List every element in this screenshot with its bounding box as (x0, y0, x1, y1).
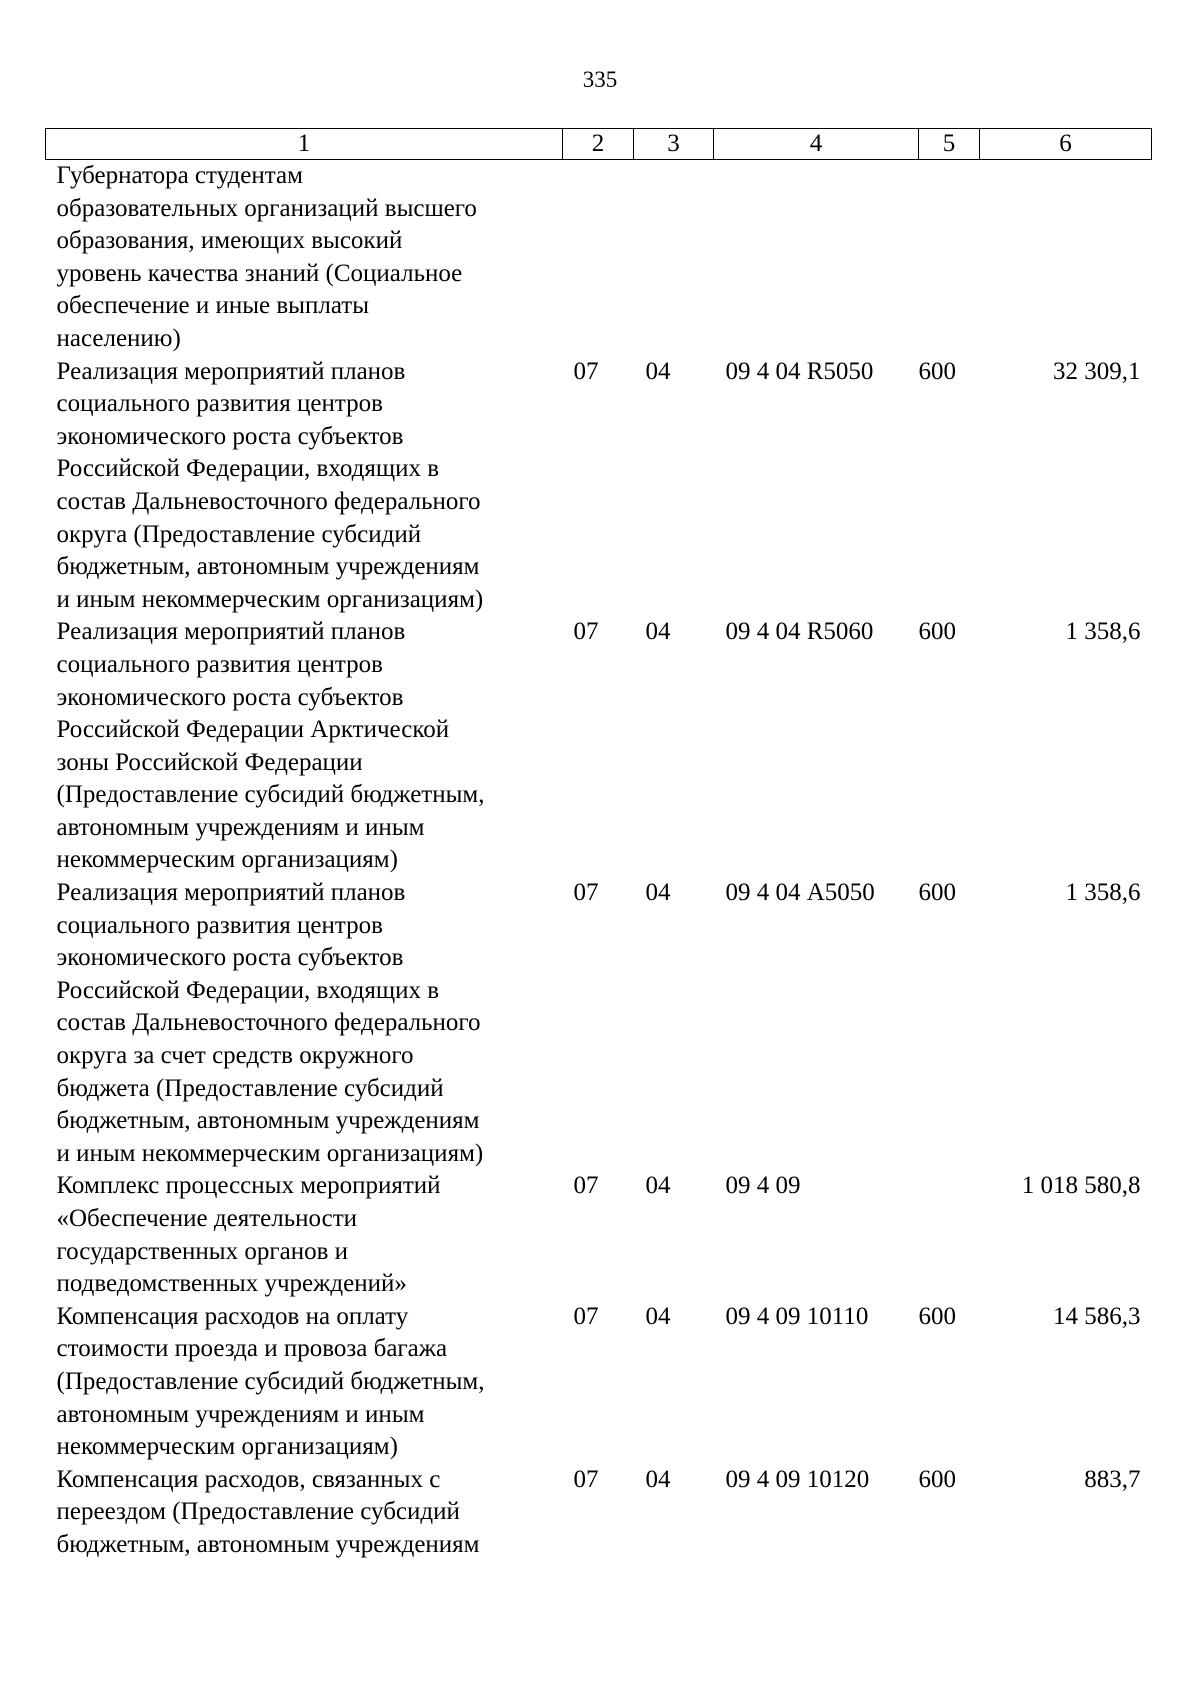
row-vr-cell: 600 (918, 1302, 956, 1330)
page-number: 335 (582, 67, 618, 92)
row-name-line: и иным некоммерческим организациям) (56, 1139, 484, 1167)
row-name-cell (46, 356, 563, 617)
row-subsection-cell: 04 (645, 879, 671, 907)
row-amount-cell (980, 160, 1152, 356)
header-col-6: 6 (980, 129, 1152, 160)
row-subsection-cell: 04 (645, 357, 671, 385)
row-name-line: состав Дальневосточного федерального (56, 487, 481, 515)
table-row (46, 1464, 1152, 1562)
row-name-line: государственных органов и (56, 1237, 349, 1265)
row-name-line: бюджетным, автономным учреждениям (56, 553, 480, 581)
row-csr-cell (714, 160, 919, 356)
row-name-line: Реализация мероприятий планов (56, 879, 406, 907)
row-section-cell: 07 (573, 879, 599, 907)
row-name-line: «Обеспечение деятельности (56, 1205, 358, 1232)
table-row (46, 160, 1152, 356)
row-name-line: Реализация мероприятий планов (56, 618, 406, 646)
table-row (46, 616, 1152, 877)
header-col-4: 4 (714, 129, 919, 160)
row-amount-cell: 883,7 (1084, 1465, 1141, 1493)
row-name-line: округа за счет средств окружного (56, 1042, 414, 1070)
row-name-line: Реализация мероприятий планов (56, 357, 406, 385)
row-csr-cell: 09 4 09 (725, 1172, 801, 1200)
row-name-line: Компенсация расходов на оплату (56, 1302, 409, 1330)
row-amount-cell: 1 018 580,8 (1021, 1172, 1141, 1200)
row-section-cell: 07 (573, 1302, 599, 1330)
row-section-cell: 07 (573, 1172, 599, 1200)
row-subsection-cell: 04 (645, 1172, 671, 1200)
row-csr-cell: 09 4 09 10120 (725, 1465, 870, 1493)
row-name-line: переездом (Предоставление субсидий (56, 1498, 460, 1526)
row-csr-cell: 09 4 04 R5050 (725, 357, 874, 385)
row-name-cell (46, 1464, 563, 1562)
row-name-line: (Предоставление субсидий бюджетным, (56, 781, 485, 809)
row-amount-cell: 1 358,6 (1065, 618, 1141, 646)
row-name-line: и иным некоммерческим организациям) (56, 585, 484, 613)
row-name-cell (46, 1170, 563, 1300)
header-row (46, 129, 1152, 160)
row-name-line: бюджетным, автономным учреждениям (56, 1107, 480, 1135)
header-col-1: 1 (46, 129, 563, 160)
row-name-line: автономным учреждениям и иным (56, 813, 425, 841)
header-col-5: 5 (919, 129, 980, 160)
row-name-line: автономным учреждениям и иным (56, 1400, 425, 1428)
row-subsection-cell: 04 (645, 618, 671, 646)
row-section-cell: 07 (573, 357, 599, 385)
row-name-line: социального развития центров (56, 650, 383, 678)
row-name-line: уровень качества знаний (Социальное (56, 259, 463, 287)
row-name-line: Российской Федерации, входящих в (56, 455, 440, 483)
row-name-line: некоммерческим организациям) (56, 846, 398, 874)
row-name-line: бюджета (Предоставление субсидий (56, 1074, 444, 1102)
table-header (46, 129, 1152, 160)
row-name-line: округа (Предоставление субсидий (56, 520, 422, 548)
row-amount-cell: 32 309,1 (1053, 357, 1141, 385)
row-amount-cell: 14 586,3 (1053, 1302, 1141, 1330)
row-name-cell (46, 160, 563, 356)
row-name-line: экономического роста субъектов (56, 944, 404, 972)
row-name-cell (46, 1301, 563, 1464)
row-name-line: некоммерческим организациям) (56, 1433, 398, 1461)
row-name-line: зоны Российской Федерации (56, 748, 363, 776)
row-name-line: стоимости проезда и провоза багажа (56, 1335, 448, 1363)
table-row (46, 1170, 1152, 1300)
row-name-line: социального развития центров (56, 911, 383, 939)
row-name-line: экономического роста субъектов (56, 422, 404, 450)
row-csr-cell: 09 4 04 А5050 (725, 879, 875, 907)
row-vr-cell: 600 (918, 1465, 956, 1493)
row-name-line: экономического роста субъектов (56, 683, 404, 711)
budget-table (45, 128, 1152, 1562)
row-name-cell (46, 877, 563, 1170)
row-name-line: бюджетным, автономным учреждениям (56, 1530, 480, 1558)
table-row (46, 356, 1152, 617)
row-name-line: Российской Федерации, входящих в (56, 976, 440, 1004)
row-name-line: состав Дальневосточного федерального (56, 1009, 481, 1037)
table-row (46, 877, 1152, 1170)
row-csr-cell: 09 4 09 10110 (725, 1302, 869, 1330)
row-name-line: Комплекс процессных мероприятий (56, 1172, 441, 1200)
row-name-line: Губернатора студентам (56, 162, 303, 189)
row-section-cell: 07 (573, 1465, 599, 1493)
table-body (46, 160, 1152, 1562)
table-row (46, 1301, 1152, 1464)
row-subsection-cell: 04 (645, 1465, 671, 1493)
row-name-line: Компенсация расходов, связанных с (56, 1465, 441, 1493)
row-name-line: обеспечение и иные выплаты (56, 292, 369, 320)
row-name-line: образования, имеющих высокий (56, 227, 403, 255)
row-amount-cell: 1 358,6 (1065, 879, 1141, 907)
row-vr-cell: 600 (918, 357, 956, 385)
row-name-line: образовательных организаций высшего (56, 194, 477, 222)
row-vr-cell (919, 160, 980, 356)
row-name-line: социального развития центров (56, 390, 383, 418)
row-subsection-cell: 04 (645, 1302, 671, 1330)
row-vr-cell (919, 1170, 980, 1300)
row-name-line: населению) (56, 324, 181, 352)
row-name-line: Российской Федерации Арктической (56, 716, 450, 744)
row-section-cell: 07 (573, 618, 599, 646)
row-subsection-cell (634, 160, 714, 356)
header-col-3: 3 (634, 129, 714, 160)
row-csr-cell: 09 4 04 R5060 (725, 618, 874, 646)
row-name-line: подведомственных учреждений» (56, 1270, 407, 1298)
header-col-2: 2 (563, 129, 634, 160)
row-vr-cell: 600 (918, 618, 956, 646)
row-section-cell (563, 160, 634, 356)
row-name-cell (46, 616, 563, 877)
row-vr-cell: 600 (918, 879, 956, 907)
row-name-line: (Предоставление субсидий бюджетным, (56, 1367, 485, 1395)
